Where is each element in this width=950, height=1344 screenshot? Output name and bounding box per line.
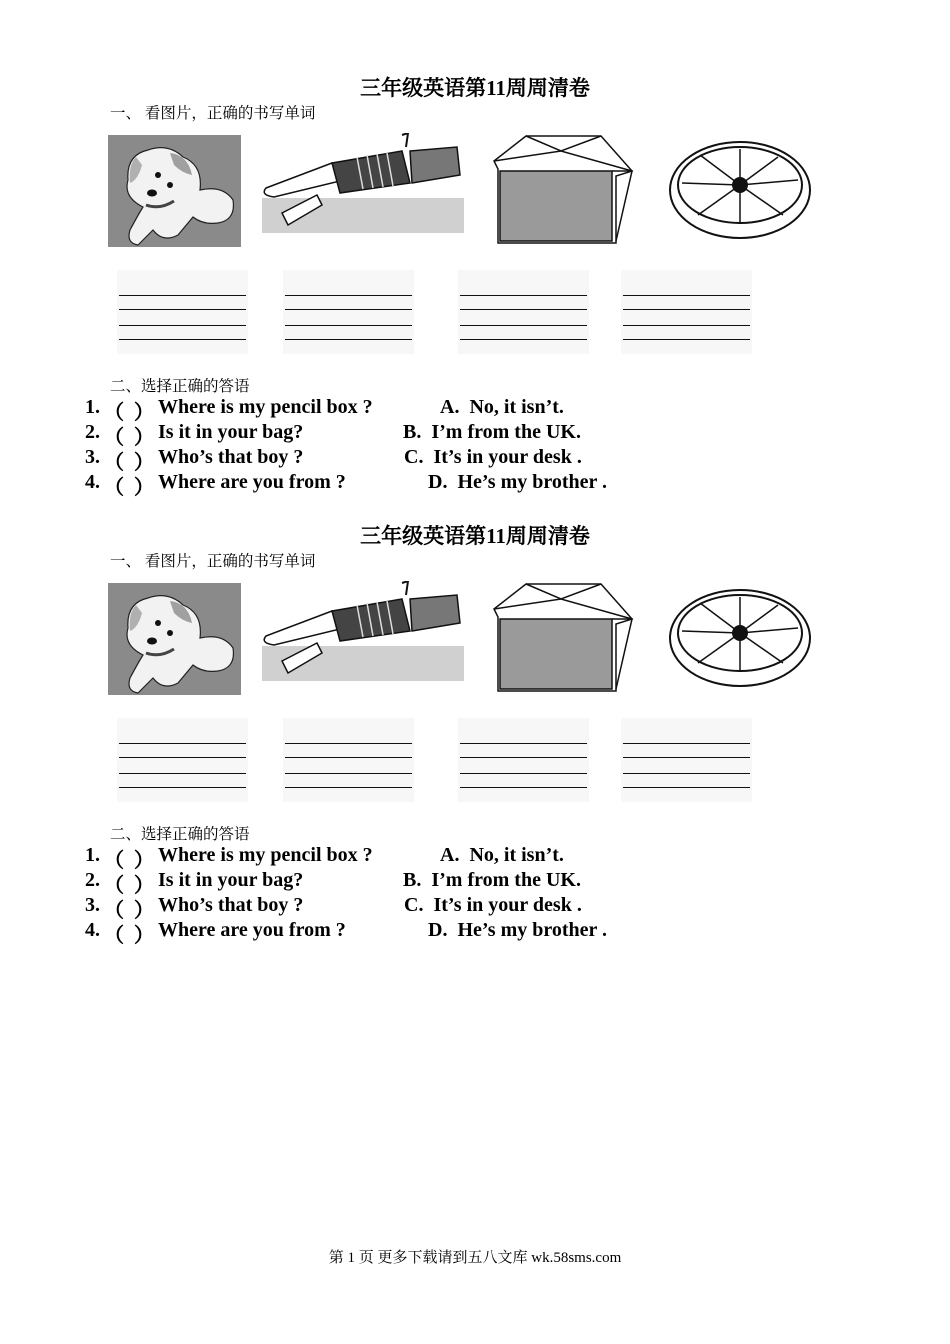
answer-blank[interactable]: （ ）	[104, 427, 154, 449]
answer-option: A. No, it isn’t.	[440, 396, 564, 418]
answer-blank[interactable]: （ ）	[104, 850, 154, 872]
dog-picture	[108, 583, 241, 695]
writing-lines[interactable]	[117, 718, 248, 802]
answer-option: A. No, it isn’t.	[440, 844, 564, 866]
question-number: 4.	[85, 471, 100, 493]
answer-option: C. It’s in your desk .	[404, 894, 582, 916]
answer-option: C. It’s in your desk .	[404, 446, 582, 468]
worksheet-title: 三年级英语第11周周清卷	[360, 76, 590, 100]
question-text: Where are you from ?	[158, 471, 346, 493]
question-text: Where is my pencil box ?	[158, 844, 373, 866]
pencil-picture	[262, 581, 464, 681]
question-text: Where is my pencil box ?	[158, 396, 373, 418]
section-heading-pictures: 一、 看图片，正确的书写单词	[110, 105, 316, 122]
question-text: Where are you from ?	[158, 919, 346, 941]
answer-blank[interactable]: （ ）	[104, 925, 154, 947]
question-text: Is it in your bag?	[158, 869, 304, 891]
dog-picture	[108, 135, 241, 247]
writing-lines[interactable]	[621, 270, 752, 354]
answer-option: D. He’s my brother .	[428, 919, 608, 941]
pencil-picture	[262, 133, 464, 233]
orange-picture	[668, 583, 813, 695]
section-heading-pictures: 一、 看图片，正确的书写单词	[110, 553, 316, 570]
answer-option: D. He’s my brother .	[428, 471, 608, 493]
writing-lines[interactable]	[283, 718, 414, 802]
answer-blank[interactable]: （ ）	[104, 900, 154, 922]
question-text: Who’s that boy ?	[158, 894, 304, 916]
question-number: 2.	[85, 421, 100, 443]
writing-lines[interactable]	[621, 718, 752, 802]
question-text: Is it in your bag?	[158, 421, 304, 443]
answer-blank[interactable]: （ ）	[104, 452, 154, 474]
question-number: 1.	[85, 844, 100, 866]
answer-option: B. I’m from the UK.	[403, 421, 581, 443]
worksheet-title: 三年级英语第11周周清卷	[360, 524, 590, 548]
question-text: Who’s that boy ?	[158, 446, 304, 468]
question-number: 2.	[85, 869, 100, 891]
page-footer: 第 1 页 更多下载请到五八文库 wk.58sms.com	[328, 1250, 622, 1266]
writing-lines[interactable]	[458, 270, 589, 354]
answer-blank[interactable]: （ ）	[104, 402, 154, 424]
question-number: 3.	[85, 894, 100, 916]
orange-picture	[668, 135, 813, 247]
writing-lines[interactable]	[458, 718, 589, 802]
box-picture	[486, 579, 636, 696]
question-number: 4.	[85, 919, 100, 941]
section-heading-answers: 二、选择正确的答语	[110, 378, 250, 395]
answer-blank[interactable]: （ ）	[104, 875, 154, 897]
box-picture	[486, 131, 636, 248]
answer-option: B. I’m from the UK.	[403, 869, 581, 891]
question-number: 3.	[85, 446, 100, 468]
writing-lines[interactable]	[117, 270, 248, 354]
writing-lines[interactable]	[283, 270, 414, 354]
answer-blank[interactable]: （ ）	[104, 477, 154, 499]
question-number: 1.	[85, 396, 100, 418]
section-heading-answers: 二、选择正确的答语	[110, 826, 250, 843]
